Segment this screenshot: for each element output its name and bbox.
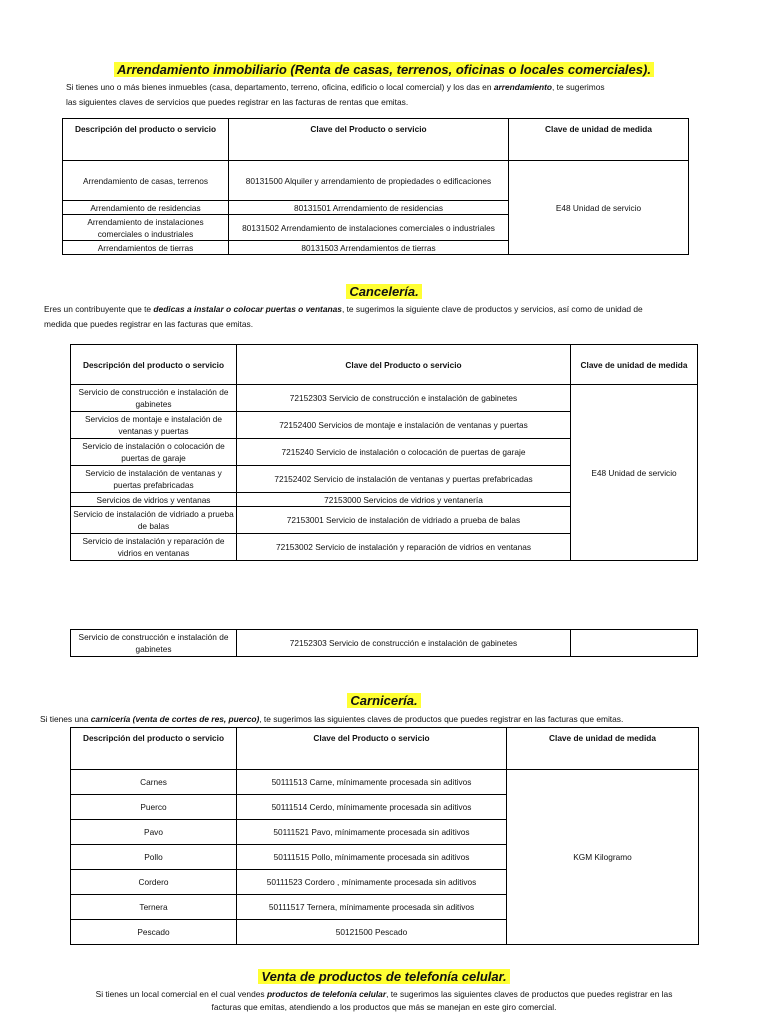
- table-cell-descripcion: Arrendamiento de residencias: [63, 201, 229, 215]
- table-cell-clave: 50111514 Cerdo, mínimamente procesada sin aditivos: [237, 795, 507, 820]
- table-canceleria: [70, 344, 698, 561]
- header-clave: Clave del Producto o servicio: [237, 345, 571, 385]
- table-cell-clave: 50111521 Pavo, mínimamente procesada sin aditivos: [237, 820, 507, 845]
- table-cell-descripcion: Servicios de vidrios y ventanas: [71, 493, 237, 507]
- table-cell-descripcion: Servicio de construcción e instalación de gabinetes: [71, 630, 237, 657]
- table-cell-descripcion: Cordero: [71, 870, 237, 895]
- header-unidad: Clave de unidad de medida: [571, 345, 698, 385]
- intro-arrendamiento: Si tienes uno o más bienes inmuebles (casa, departamento, terreno, oficina, edificio o local comercial) y los das en arrendamiento, te sugerimos las siguientes claves de servicios que puedes registrar en las facturas de rentas que emitas.: [66, 82, 605, 107]
- table-cell-descripcion: Pavo: [71, 820, 237, 845]
- header-clave: Clave del Producto o servicio: [237, 728, 507, 770]
- table-cell-descripcion: Carnes: [71, 770, 237, 795]
- table-cell-clave: 80131500 Alquiler y arrendamiento de propiedades o edificaciones: [229, 161, 509, 201]
- table-cell-unidad: E48 Unidad de servicio: [571, 385, 698, 561]
- table-cell-descripcion: Servicio de instalación de ventanas y puertas prefabricadas: [71, 466, 237, 493]
- table-cell-descripcion: Arrendamiento de instalaciones comerciales o industriales: [63, 215, 229, 241]
- table-cell-descripcion: Servicio de construcción e instalación de gabinetes: [71, 385, 237, 412]
- table-cell-descripcion: Pescado: [71, 920, 237, 945]
- table-cell-descripcion: Arrendamientos de tierras: [63, 241, 229, 255]
- table-cell-descripcion: Pollo: [71, 845, 237, 870]
- table-cell-clave: 72153000 Servicios de vidrios y ventanería: [237, 493, 571, 507]
- table-cell-clave: 50121500 Pescado: [237, 920, 507, 945]
- table-cell-clave: 72152303 Servicio de construcción e instalación de gabinetes: [237, 385, 571, 412]
- table-carniceria: [70, 727, 699, 945]
- table-cell-clave: 7215240 Servicio de instalación o colocación de puertas de garaje: [237, 439, 571, 466]
- intro-telefonia: Si tienes un local comercial en el cual vendes productos de telefonía celular, te sugerimos las siguientes claves de productos que puedes registrar en las facturas que emitas, atendiendo a los productos que más se manejan en este giro comercial.: [95, 989, 673, 1012]
- table-cell-clave: 50111515 Pollo, mínimamente procesada sin aditivos: [237, 845, 507, 870]
- section-title-carniceria: Carnicería.: [0, 693, 768, 708]
- table-cell-unidad: [571, 630, 698, 657]
- table-cell-descripcion: Servicio de instalación y reparación de vidrios en ventanas: [71, 534, 237, 561]
- table-cell-clave: 80131502 Arrendamiento de instalaciones comerciales o industriales: [229, 215, 509, 241]
- intro-canceleria: Eres un contribuyente que te dedicas a instalar o colocar puertas o ventanas, te sugerimos la siguiente clave de productos y servicios, así como de unidad de medida que puedes registrar en las facturas que emitas.: [44, 304, 643, 329]
- table-cell-clave: 80131501 Arrendamiento de residencias: [229, 201, 509, 215]
- header-descripcion: Descripción del producto o servicio: [71, 728, 237, 770]
- table-cell-descripcion: Servicio de instalación de vidriado a prueba de balas: [71, 507, 237, 534]
- header-unidad: Clave de unidad de medida: [507, 728, 699, 770]
- table-cell-clave: 72152402 Servicio de instalación de ventanas y puertas prefabricadas: [237, 466, 571, 493]
- table-cell-clave: 72152303 Servicio de construcción e instalación de gabinetes: [237, 630, 571, 657]
- table-cell-descripcion: Ternera: [71, 895, 237, 920]
- table-cell-descripcion: Servicio de instalación o colocación de puertas de garaje: [71, 439, 237, 466]
- section-title-telefonia: Venta de productos de telefonía celular.: [0, 969, 768, 984]
- table-cell-clave: 50111517 Ternera, mínimamente procesada sin aditivos: [237, 895, 507, 920]
- section-title-arrendamiento: Arrendamiento inmobiliario (Renta de casas, terrenos, oficinas o locales comerciales).: [0, 62, 768, 77]
- table-cell-descripcion: Arrendamiento de casas, terrenos: [63, 161, 229, 201]
- header-clave: Clave del Producto o servicio: [229, 119, 509, 161]
- table-cell-descripcion: Servicios de montaje e instalación de ventanas y puertas: [71, 412, 237, 439]
- table-cell-clave: 72153002 Servicio de instalación y reparación de vidrios en ventanas: [237, 534, 571, 561]
- table-canceleria-extra: [70, 629, 698, 657]
- table-arrendamiento: [62, 118, 689, 255]
- table-cell-clave: 72152400 Servicios de montaje e instalación de ventanas y puertas: [237, 412, 571, 439]
- intro-carniceria: Si tienes una carnicería (venta de cortes de res, puerco), te sugerimos las siguientes claves de productos que puedes registrar en las facturas que emitas.: [40, 714, 624, 724]
- table-cell-descripcion: Puerco: [71, 795, 237, 820]
- header-descripcion: Descripción del producto o servicio: [71, 345, 237, 385]
- table-cell-clave: 50111513 Carne, mínimamente procesada sin aditivos: [237, 770, 507, 795]
- table-cell-unidad: E48 Unidad de servicio: [509, 161, 689, 255]
- section-title-canceleria: Cancelería.: [0, 284, 768, 299]
- table-cell-unidad: KGM Kilogramo: [507, 770, 699, 945]
- header-unidad: Clave de unidad de medida: [509, 119, 689, 161]
- table-cell-clave: 72153001 Servicio de instalación de vidriado a prueba de balas: [237, 507, 571, 534]
- header-descripcion: Descripción del producto o servicio: [63, 119, 229, 161]
- table-cell-clave: 80131503 Arrendamientos de tierras: [229, 241, 509, 255]
- table-cell-clave: 50111523 Cordero , mínimamente procesada sin aditivos: [237, 870, 507, 895]
